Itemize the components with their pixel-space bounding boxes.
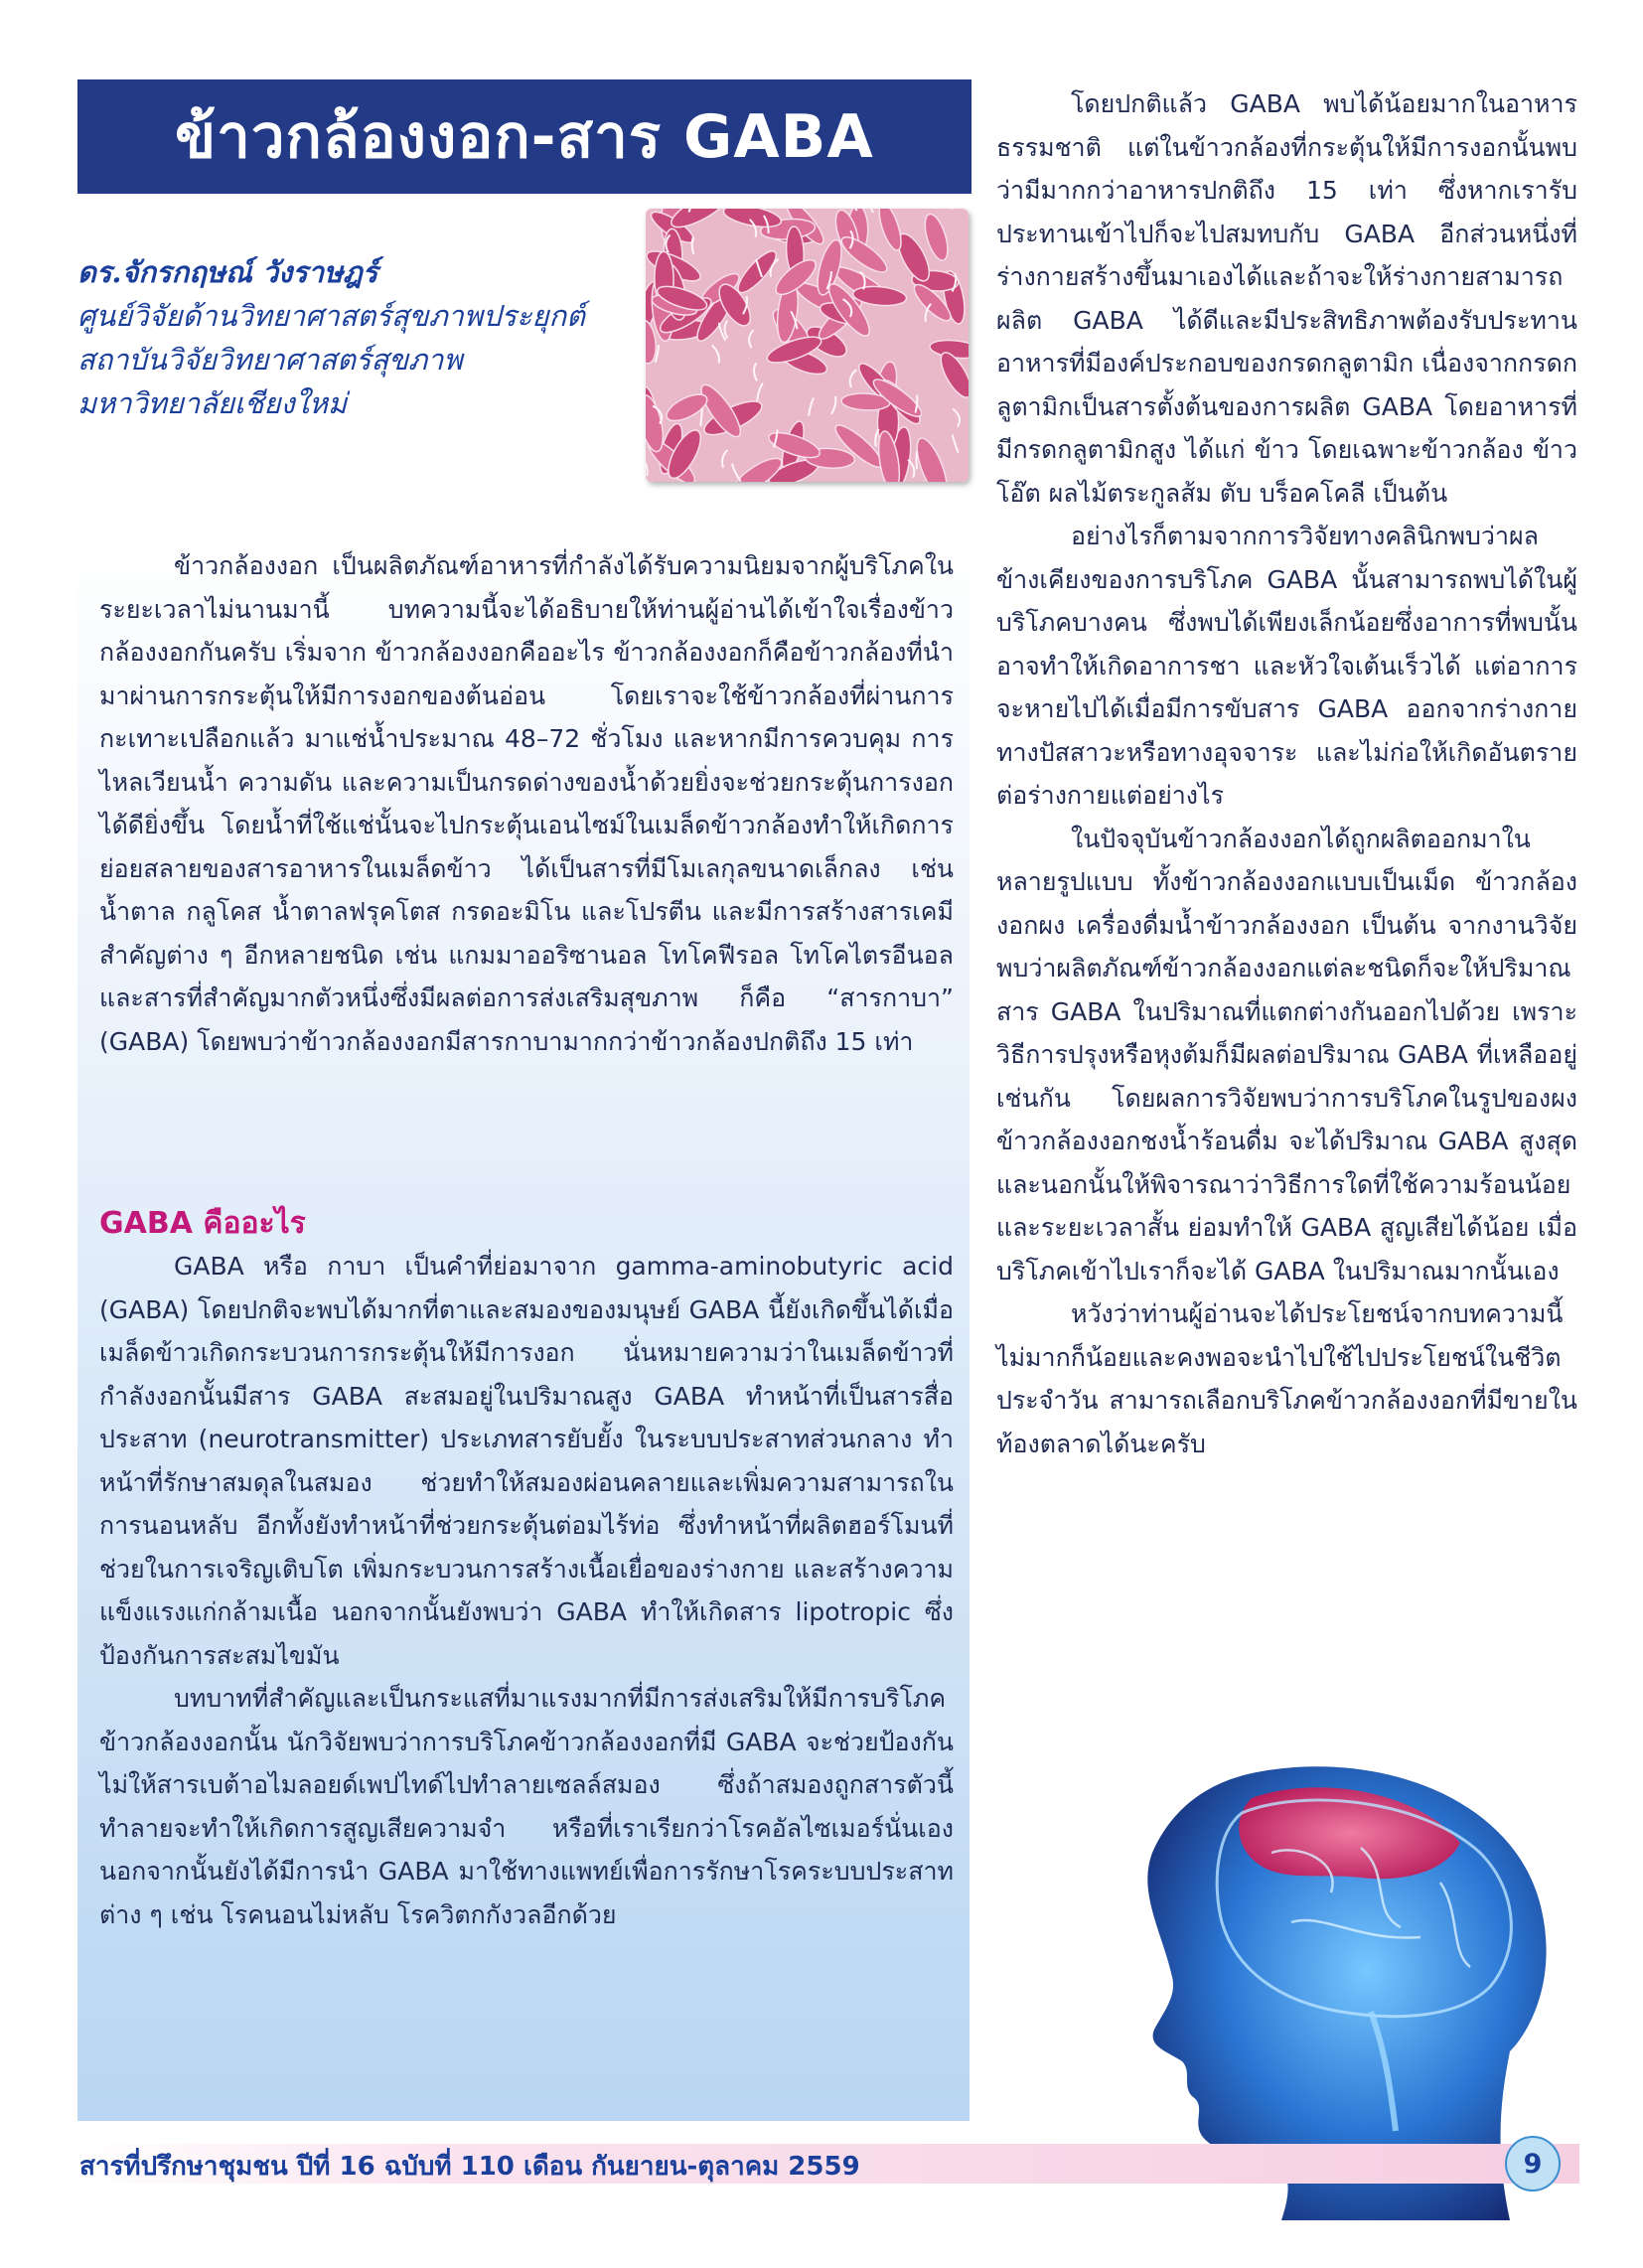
body-paragraph: โดยปกติแล้ว GABA พบได้น้อยมากในอาหารธรรมชาติ แต่ในข้าวกล้องที่กระตุ้นให้มีการงอกนั้นพบว่ามีมากกว่าอาหารปกติถึง 15 เท่า ซึ่งหากเรารับประทานเข้าไปก็จะไปสมทบกับ GABA อีกส่วนหนึ่งที่ร่างกายสร้างขึ้นมาเองได้และถ้าจะให้ร่างกายสามารถผลิต GABA ได้ดีและมีประสิทธิภาพต้องรับประทานอาหารที่มีองค์ประกอบของกรดกลูตามิก เนื่องจากกรดกลูตามิกเป็นสารตั้งต้นของการผลิต GABA โดยอาหารที่มีกรดกลูตามิกสูง ได้แก่ ข้าว โดยเฉพาะข้าวกล้อง ข้าวโอ๊ต ผลไม้ตระกูลส้ม ตับ บร็อคโคลี เป็นต้น xyxy=(996,89,1577,508)
page-title: ข้าวกล้องงอก-สาร GABA xyxy=(175,102,874,172)
author-affiliation: ศูนย์วิจัยด้านวิทยาศาสตร์สุขภาพประยุกต์ xyxy=(77,299,585,333)
gaba-section-body xyxy=(99,1245,954,1936)
germinated-rice-photo xyxy=(646,209,969,482)
section-heading: GABA คืออะไร xyxy=(99,1206,306,1241)
rice-sprout xyxy=(916,451,917,469)
body-paragraph: ในปัจจุบันข้าวกล้องงอกได้ถูกผลิตออกมาในหลายรูปแบบ ทั้งข้าวกล้องงอกแบบเป็นเม็ด ข้าวกล้องงอกผง เครื่องดื่มน้ำข้าวกล้องงอก เป็นต้น จากงานวิจัยพบว่าผลิตภัณฑ์ข้าวกล้องงอกแต่ละชนิดก็จะให้ปริมาณสาร GABA ในปริมาณที่แตกต่างกันออกไปด้วย เพราะวิธีการปรุงหรือหุงต้มก็มีผลต่อปริมาณ GABA ที่เหลืออยู่เช่นกัน โดยผลการวิจัยพบว่าการบริโภคในรูปของผงข้าวกล้องงอกชงน้ำร้อนดื่ม จะได้ปริมาณ GABA สูงสุด และนอกนั้นให้พิจารณาว่าวิธีการใดที่ใช้ความร้อนน้อยและระยะเวลาสั้น ย่อมทำให้ GABA สูญเสียได้น้อย เมื่อบริโภคเข้าไปเราก็จะได้ GABA ในปริมาณมากนั้นเอง xyxy=(996,824,1577,1285)
body-paragraph: บทบาทที่สำคัญและเป็นกระแสที่มาแรงมากที่มีการส่งเสริมให้มีการบริโภคข้าวกล้องงอกนั้น นักวิจัยพบว่าการบริโภคข้าวกล้องงอกที่มี GABA จะช่วยป้องกันไม่ให้สารเบต้าอไมลอยด์เพปไทด์ไปทำลายเซลล์สมอง ซึ่งถ้าสมองถูกสารตัวนี้ทำลายจะทำให้เกิดการสูญเสียความจำ หรือที่เราเรียกว่าโรคอัลไซเมอร์นั่นเอง นอกจากนั้นยังได้มีการนำ GABA มาใช้ทางแพทย์เพื่อการรักษาโรคระบบประสาทต่าง ๆ เช่น โรคนอนไม่หลับ โรควิตกกังวลอีกด้วย xyxy=(99,1684,954,1929)
page-number: 9 xyxy=(1505,2136,1561,2192)
right-column-body xyxy=(996,82,1577,1465)
intro-paragraph: ข้าวกล้องงอก เป็นผลิตภัณฑ์อาหารที่กำลังได้รับความนิยมจากผู้บริโภคในระยะเวลาไม่นานมานี้ บทความนี้จะได้อธิบายให้ท่านผู้อ่านได้เข้าใจเรื่องข้าวกล้องงอกกันครับ เริ่มจาก ข้าวกล้องงอกคืออะไร ข้าวกล้องงอกก็คือข้าวกล้องที่นำมาผ่านการกระตุ้นให้มีการงอกของต้นอ่อน โดยเราจะใช้ข้าวกล้องที่ผ่านการกะเทาะเปลือกแล้ว มาแช่น้ำประมาณ 48–72 ชั่วโมง และหากมีการควบคุม การไหลเวียนน้ำ ความดัน และความเป็นกรดด่างของน้ำด้วยยิ่งจะช่วยกระตุ้นการงอกได้ดียิ่งขึ้น โดยน้ำที่ใช้แช่นั้นจะไปกระตุ้นเอนไซม์ในเมล็ดข้าวกล้องทำให้เกิดการย่อยสลายของสารอาหารในเมล็ดข้าว ได้เป็นสารที่มีโมเลกุลขนาดเล็กลง เช่น น้ำตาล กลูโคส น้ำตาลฟรุคโตส กรดอะมิโน และโปรตีน และมีการสร้างสารเคมีสำคัญต่าง ๆ อีกหลายชนิด เช่น แกมมาออริซานอล โทโคฟีรอล โทโคไตรอีนอล และสารที่สำคัญมากตัวหนึ่งซึ่งมีผลต่อการส่งเสริมสุขภาพ ก็คือ “สารกาบา” (GABA) โดยพบว่าข้าวกล้องงอกมีสารกาบามากกว่าข้าวกล้องปกติถึง 15 เท่า xyxy=(99,551,954,1056)
author-affiliation: มหาวิทยาลัยเชียงใหม่ xyxy=(77,386,348,420)
body-paragraph: GABA หรือ กาบา เป็นคำที่ย่อมาจาก gamma-aminobutyric acid (GABA) โดยปกติจะพบได้มากที่ตาและสมองของมนุษย์ GABA นี้ยังเกิดขึ้นได้เมื่อเมล็ดข้าวเกิดกระบวนการกระตุ้นให้มีการงอก นั่นหมายความว่าในเมล็ดข้าวที่กำลังงอกนั้นมีสาร GABA สะสมอยู่ในปริมาณสูง GABA ทำหน้าที่เป็นสารสื่อประสาท (neurotransmitter) ประเภทสารยับยั้ง ในระบบประสาทส่วนกลาง ทำหน้าที่รักษาสมดุลในสมอง ช่วยทำให้สมองผ่อนคลายและเพิ่มความสามารถในการนอนหลับ อีกทั้งยังทำหน้าที่ช่วยกระตุ้นต่อมไร้ท่อ ซึ่งทำหน้าที่ผลิตฮอร์โมนที่ช่วยในการเจริญเติบโต เพิ่มกระบวนการสร้างเนื้อเยื่อของร่างกาย และสร้างความแข็งแรงแก่กล้ามเนื้อ นอกจากนั้นยังพบว่า GABA ทำให้เกิดสาร lipotropic ซึ่งป้องกันการสะสมไขมัน xyxy=(99,1252,954,1670)
body-paragraph: หวังว่าท่านผู้อ่านจะได้ประโยชน์จากบทความนี้ไม่มากก็น้อยและคงพอจะนำไปใช้ไปประโยชน์ในชีวิตประจำวัน สามารถเลือกบริโภคข้าวกล้องงอกที่มีขายในท้องตลาดได้นะครับ xyxy=(996,1299,1577,1458)
author-name: ดร.จักรกฤษณ์ วังราษฎร์ xyxy=(77,255,378,289)
footer-publication-info: สารที่ปรึกษาชุมชน ปีที่ 16 ฉบับที่ 110 เดือน กันยายน-ตุลาคม 2559 xyxy=(79,2152,860,2182)
author-block xyxy=(77,250,634,425)
title-banner xyxy=(77,79,971,194)
germinated-rice-image xyxy=(646,209,969,482)
body-paragraph: อย่างไรก็ตามจากการวิจัยทางคลินิกพบว่าผลข้างเคียงของการบริโภค GABA นั้นสามารถพบได้ในผู้บริโภคบางคน ซึ่งพบได้เพียงเล็กน้อยซึ่งอาการที่พบนั้นอาจทำให้เกิดอาการชา และหัวใจเต้นเร็วได้ แต่อาการจะหายไปได้เมื่อมีการขับสาร GABA ออกจากร่างกาย ทางปัสสาวะหรือทางอุจจาระ และไม่ก่อให้เกิดอันตรายต่อร่างกายแต่อย่างไร xyxy=(996,522,1577,810)
intro-paragraph-block xyxy=(99,544,954,1063)
author-affiliation: สถาบันวิจัยวิทยาศาสตร์สุขภาพ xyxy=(77,343,463,377)
